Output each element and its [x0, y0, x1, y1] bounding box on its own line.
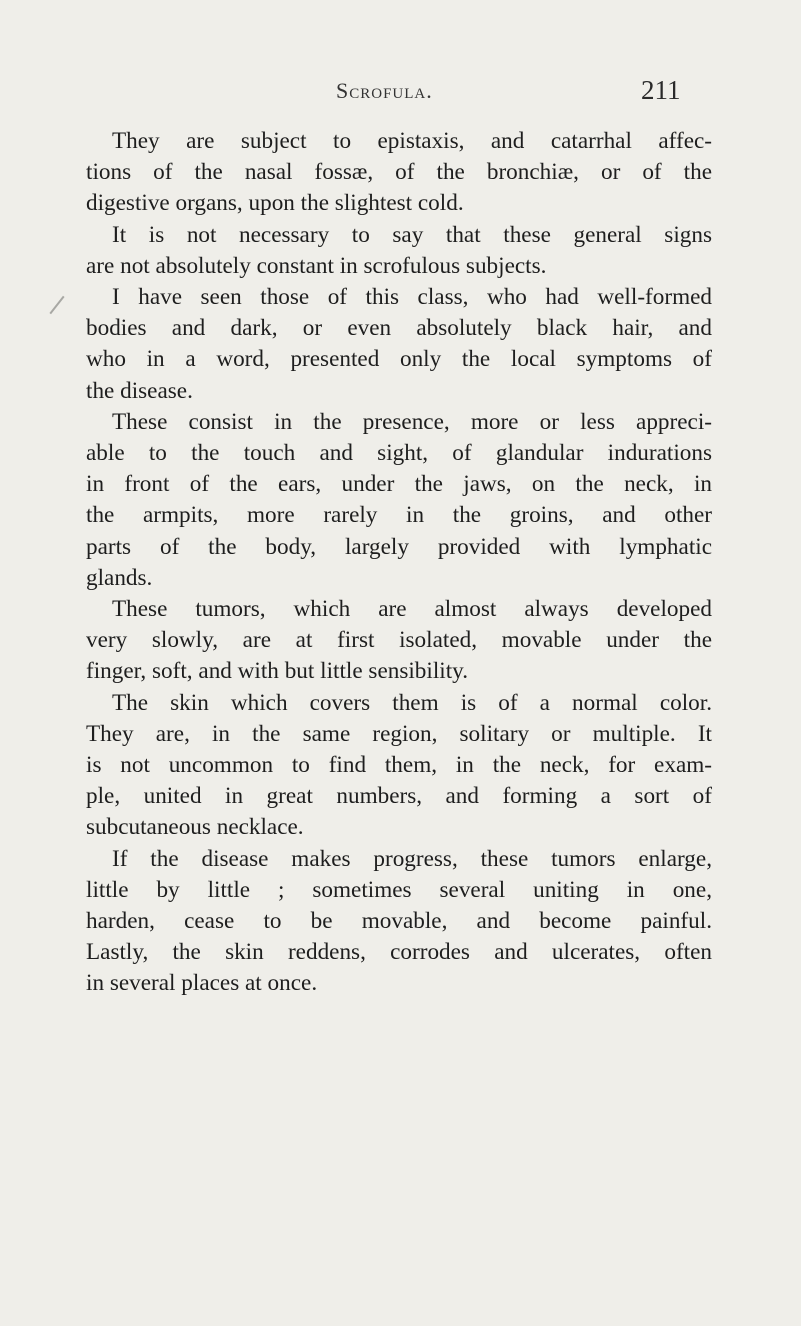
text-line: finger, soft, and with but little sensibility.	[86, 658, 469, 685]
text-line: Lastly, the skin reddens, corrodes and ulcerates, often	[86, 939, 712, 966]
text-line: the armpits, more rarely in the groins, and other	[86, 502, 712, 529]
text-line: who in a word, presented only the local symptoms of	[86, 346, 712, 373]
body-text	[86, 126, 712, 1000]
page-number: 211	[641, 75, 681, 105]
text-line: harden, cease to be movable, and become painful.	[86, 908, 712, 935]
running-head	[0, 75, 801, 112]
text-line: the disease.	[86, 377, 193, 404]
text-line: in several places at once.	[86, 970, 318, 997]
margin-mark	[49, 296, 64, 315]
text-line: They are, in the same region, solitary or multiple. It	[86, 720, 712, 747]
text-line: able to the touch and sight, of glandular indurations	[86, 440, 712, 467]
text-line: parts of the body, largely provided with lymphatic	[86, 533, 712, 560]
text-line: little by little ; sometimes several uniting in one,	[86, 876, 712, 903]
text-line: ple, united in great numbers, and forming a sort of	[86, 783, 712, 810]
text-line: subcutaneous necklace.	[86, 814, 304, 841]
text-line: in front of the ears, under the jaws, on the neck, in	[86, 471, 712, 498]
text-line: are not absolutely constant in scrofulous subjects.	[86, 252, 547, 279]
text-line: These tumors, which are almost always developed	[112, 596, 712, 623]
chapter-title: Scrofula.	[336, 78, 433, 103]
text-line: If the disease makes progress, these tumors enlarge,	[112, 845, 712, 872]
text-line: The skin which covers them is of a normal color.	[112, 689, 712, 716]
text-line: very slowly, are at first isolated, movable under the	[86, 627, 712, 654]
text-line: tions of the nasal fossæ, of the bronchiæ, or of the	[86, 159, 712, 186]
text-line: digestive organs, upon the slightest cold.	[86, 190, 464, 217]
text-line: glands.	[86, 564, 153, 591]
text-line: bodies and dark, or even absolutely black hair, and	[86, 315, 712, 342]
text-line: I have seen those of this class, who had well-formed	[112, 284, 712, 311]
text-line: These consist in the presence, more or less appreci-	[112, 408, 712, 435]
text-line: It is not necessary to say that these general signs	[112, 221, 712, 248]
text-line: is not uncommon to find them, in the neck, for exam-	[86, 752, 712, 779]
text-line: They are subject to epistaxis, and catarrhal affec-	[112, 128, 712, 154]
